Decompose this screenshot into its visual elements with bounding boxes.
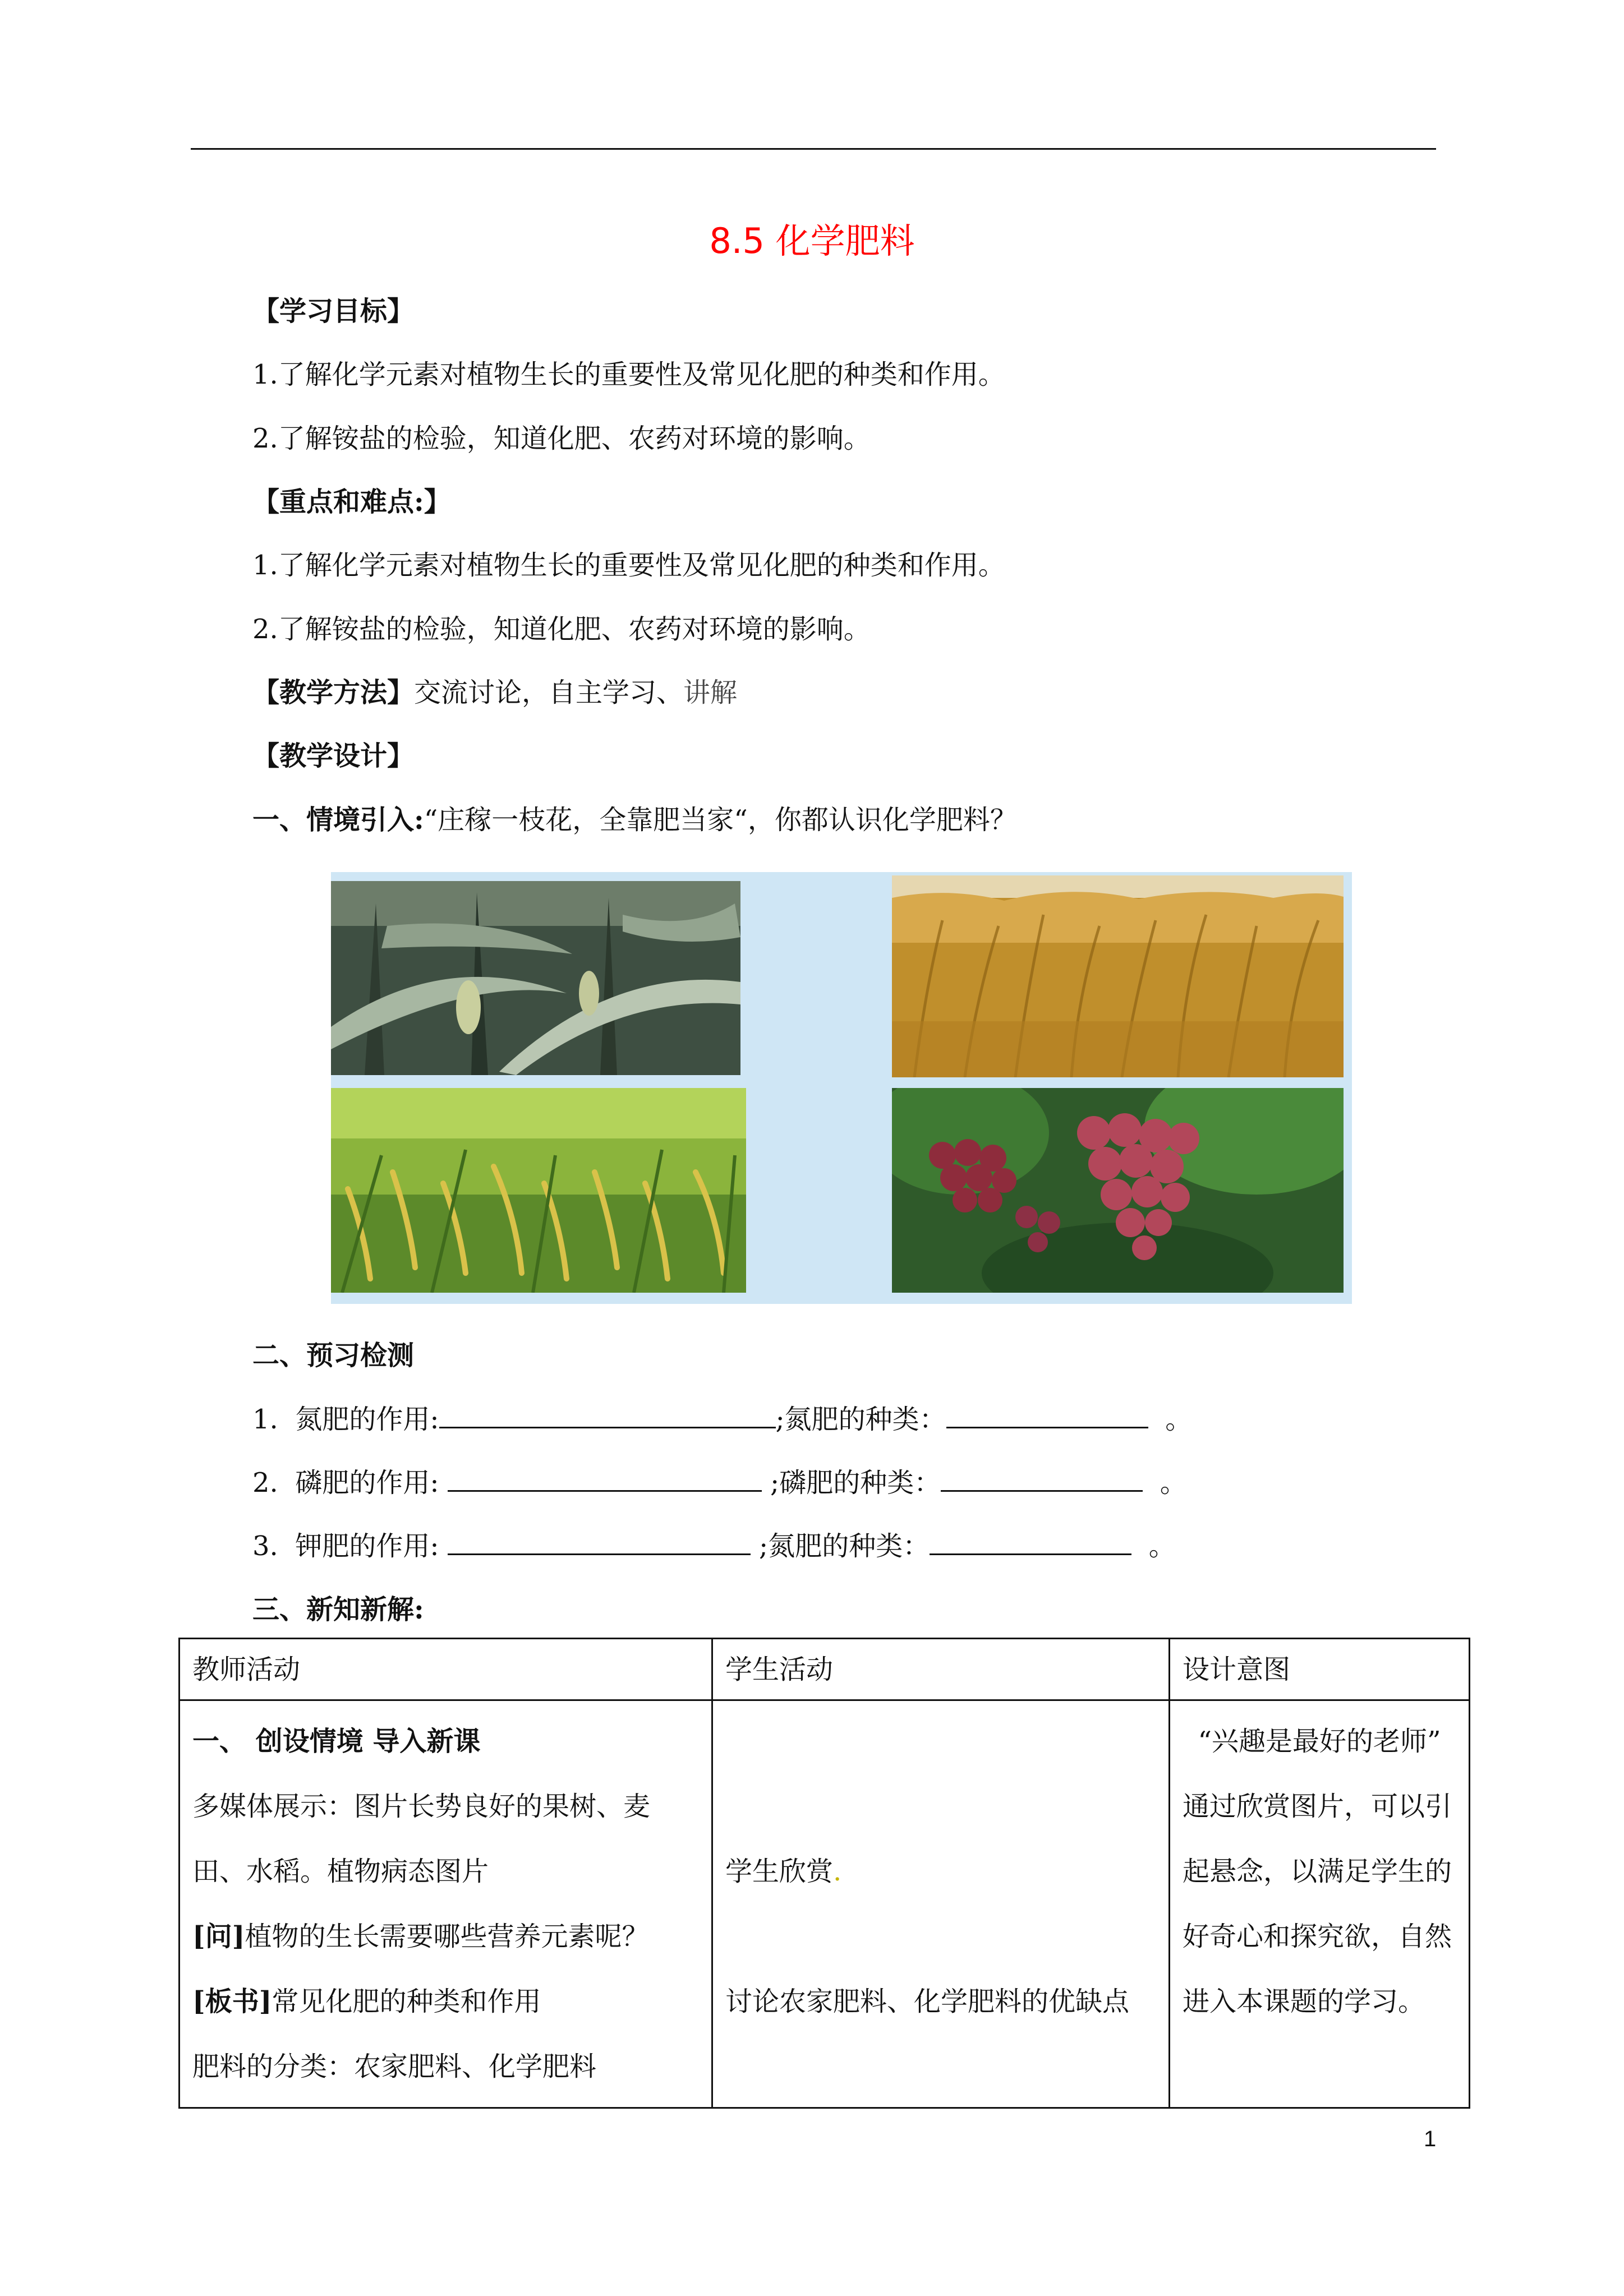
rice-photo: [331, 1088, 746, 1293]
answer-blank[interactable]: [930, 1529, 1131, 1555]
answer-blank[interactable]: [448, 1529, 751, 1555]
preview-end: 。: [1160, 1467, 1187, 1499]
intent-line: 起悬念，以满足学生的: [1183, 1856, 1452, 1887]
preview-role-label: 磷肥的作用:: [295, 1467, 439, 1499]
preview-item-number: 1.: [252, 1404, 278, 1435]
teaching-method-label: 【教学方法】: [252, 677, 415, 708]
board-tag: [板书]: [192, 1986, 272, 2017]
key-points-heading: 【重点和难点:】: [252, 486, 451, 518]
header-rule: [191, 148, 1436, 150]
question-text: 植物的生长需要哪些营养元素呢？: [245, 1921, 649, 1952]
student-line: 讨论农家肥料、化学肥料的优缺点: [725, 1986, 1130, 2017]
student-appreciate-dot: .: [833, 1856, 842, 1887]
teaching-method-text-grey: 讲解: [683, 677, 738, 708]
header-student-activity: 学生活动: [712, 1639, 1170, 1700]
preview-separator: ;: [770, 1467, 780, 1499]
teacher-line: 肥料的分类：农家肥料、化学肥料: [192, 2051, 597, 2082]
preview-type-label: 磷肥的种类：: [779, 1467, 941, 1499]
question-tag: [问]: [192, 1921, 245, 1952]
teacher-line: 田、水稻。植物病态图片: [192, 1856, 489, 1887]
key-point-item: 1.了解化学元素对植物生长的重要性及常见化肥的种类和作用。: [252, 550, 1005, 581]
preview-separator: ;: [759, 1530, 769, 1562]
preview-role-label: 氮肥的作用:: [295, 1404, 439, 1435]
teaching-method-text: 交流讨论，自主学习、: [414, 677, 684, 708]
preview-end: 。: [1148, 1530, 1176, 1562]
preview-role-label: 钾肥的作用:: [295, 1530, 439, 1562]
intent-line: 通过欣赏图片，可以引: [1183, 1791, 1452, 1822]
preview-item-number: 3.: [252, 1530, 278, 1562]
student-appreciate: 学生欣赏: [725, 1856, 834, 1887]
header-teacher-activity: 教师活动: [180, 1639, 712, 1700]
intent-line: 进入本课题的学习。: [1183, 1986, 1425, 2017]
intro-text: “庄稼一枝花，全靠肥当家“，你都认识化学肥料？: [424, 804, 1017, 836]
preview-item-number: 2.: [252, 1467, 278, 1499]
preview-separator: ;: [775, 1404, 785, 1435]
board-text: 常见化肥的种类和作用: [272, 1986, 541, 2017]
student-line: [725, 1839, 1156, 1904]
student-activity-cell: [712, 1700, 1170, 2108]
preview-item-2: [252, 1465, 1187, 1500]
design-heading: 【教学设计】: [252, 740, 415, 772]
preview-heading: 二、预习检测: [252, 1340, 415, 1371]
preview-item-1: [252, 1402, 1192, 1436]
teacher-activity-cell: [180, 1700, 712, 2108]
teacher-section-heading: 一、 创设情境 导入新课: [192, 1726, 481, 1757]
preview-item-3: [252, 1529, 1176, 1563]
design-intent-cell: [1170, 1700, 1470, 2108]
preview-end: 。: [1165, 1404, 1193, 1435]
new-knowledge-heading: 三、新知新解:: [252, 1594, 424, 1625]
teaching-method: [252, 676, 737, 709]
intro-label: 一、情境引入:: [252, 804, 424, 836]
key-point-item: 2.了解铵盐的检验，知道化肥、农药对环境的影响。: [252, 614, 871, 645]
answer-blank[interactable]: [448, 1465, 762, 1492]
teacher-line: 多媒体展示：图片长势良好的果树、麦: [192, 1791, 651, 1822]
answer-blank[interactable]: [941, 1465, 1143, 1492]
intent-line: “兴趣是最好的老师”: [1198, 1726, 1441, 1757]
teacher-question: [192, 1904, 699, 1969]
table-header-row: [180, 1639, 1470, 1700]
answer-blank[interactable]: [439, 1402, 776, 1428]
lesson-plan-table: [178, 1638, 1470, 2109]
corn-photo: [331, 881, 740, 1075]
answer-blank[interactable]: [946, 1402, 1148, 1428]
objective-item: 1.了解化学元素对植物生长的重要性及常见化肥的种类和作用。: [252, 359, 1005, 390]
preview-type-label: 氮肥的种类：: [768, 1530, 930, 1562]
crop-photo-panel: [331, 872, 1352, 1304]
table-row: [180, 1700, 1470, 2108]
header-design-intent: 设计意图: [1170, 1639, 1470, 1700]
page-title: 8.5 化学肥料: [709, 220, 915, 261]
objectives-heading: 【学习目标】: [252, 296, 415, 327]
grape-photo: [892, 1088, 1344, 1293]
intent-line: 好奇心和探究欲，自然: [1183, 1921, 1452, 1952]
objective-item: 2.了解铵盐的检验，知道化肥、农药对环境的影响。: [252, 423, 871, 454]
intro-line: [252, 803, 1017, 837]
preview-type-label: 氮肥的种类：: [784, 1404, 946, 1435]
wheat-photo: [892, 875, 1344, 1077]
page-number: 1: [1424, 2127, 1437, 2151]
teacher-board-note: [192, 1969, 699, 2034]
